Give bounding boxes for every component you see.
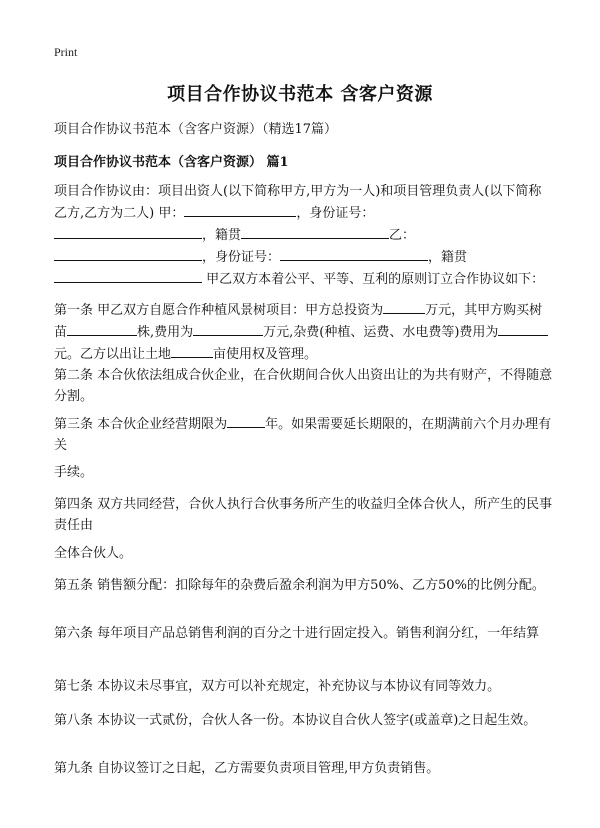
article-4-continuation: 全体合伙人。: [54, 546, 133, 561]
article-9: 第九条 自协议签订之日起，乙方需要负责项目管理,甲方负责销售。: [54, 761, 440, 776]
article-6: 第六条 每年项目产品总销售利润的百分之十进行固定投入。销售利润分红，一年结算: [54, 626, 540, 641]
blank-field: [280, 246, 428, 261]
blank-field: [54, 246, 202, 261]
page-title: 项目合作协议书范本 含客户资源: [167, 84, 433, 105]
intro-text: 乙：: [389, 228, 416, 243]
article-text: 万元,杂费(种植、运费、水电费等)费用为: [263, 325, 499, 340]
blank-field: [383, 299, 425, 314]
article-text: 元。乙方以出让土地: [54, 347, 172, 362]
article-8: 第八条 本协议一式贰份，合伙人各一份。本协议自合伙人签字(或盖章)之日起生效。: [54, 713, 537, 728]
document-subtitle: 项目合作协议书范本（含客户资源）（精选17篇）: [54, 122, 338, 137]
blank-field: [498, 321, 548, 336]
intro-text: 项目合作协议由：项目出资人(以下简称甲方,甲方为一人)和项目管理负责人(以下简称乙方,乙方为二人) 甲：: [54, 184, 542, 221]
blank-field: [54, 224, 202, 239]
article-3-continuation: 手续。: [54, 465, 94, 480]
intro-text: 甲乙双方本着公平、平等、互利的原则订立合作协议如下：: [206, 272, 545, 287]
blank-field: [193, 321, 263, 336]
blank-field: [227, 413, 265, 428]
article-text: 万元，其甲方购买树苗: [54, 303, 543, 340]
article-3: [54, 413, 554, 456]
blank-field: [54, 268, 202, 283]
article-text: 第一条 甲乙双方自愿合作种植风景树项目：甲方总投资为: [54, 303, 384, 318]
blank-field: [171, 343, 213, 358]
blank-field: [67, 321, 137, 336]
blank-field: [241, 224, 389, 239]
intro-text: ，身份证号：: [296, 206, 375, 221]
article-5: 第五条 销售额分配：扣除每年的杂费后盈余利润为甲方50%、乙方50%的比例分配。: [54, 578, 545, 593]
intro-text: ，籍贯: [202, 228, 242, 243]
article-text: 第三条 本合伙企业经营期限为: [54, 417, 228, 432]
article-7: 第七条 本协议未尽事宜，双方可以补充规定，补充协议与本协议有同等效力。: [54, 679, 501, 694]
blank-field: [184, 202, 296, 217]
print-label[interactable]: Print: [54, 45, 78, 59]
article-4: 第四条 双方共同经营，合伙人执行合伙事务所产生的收益归全体合伙人，所产生的民事责任由: [54, 497, 553, 533]
article-text: 亩使用权及管理。: [213, 347, 318, 362]
article-1: [54, 299, 554, 365]
section-heading: 项目合作协议书范本（含客户资源） 篇1: [54, 155, 289, 170]
article-text: 年。如果需要延长期限的，在期满前六个月办理有关: [54, 417, 552, 453]
intro-text: ，身份证号：: [202, 250, 281, 265]
intro-paragraph: [54, 181, 554, 290]
article-text: 株,费用为: [137, 325, 194, 340]
intro-text: ，籍贯: [428, 250, 468, 265]
article-2: 第二条 本合伙依法组成合伙企业，在合伙期间合伙人出资出让的为共有财产，不得随意分割。: [54, 368, 553, 404]
